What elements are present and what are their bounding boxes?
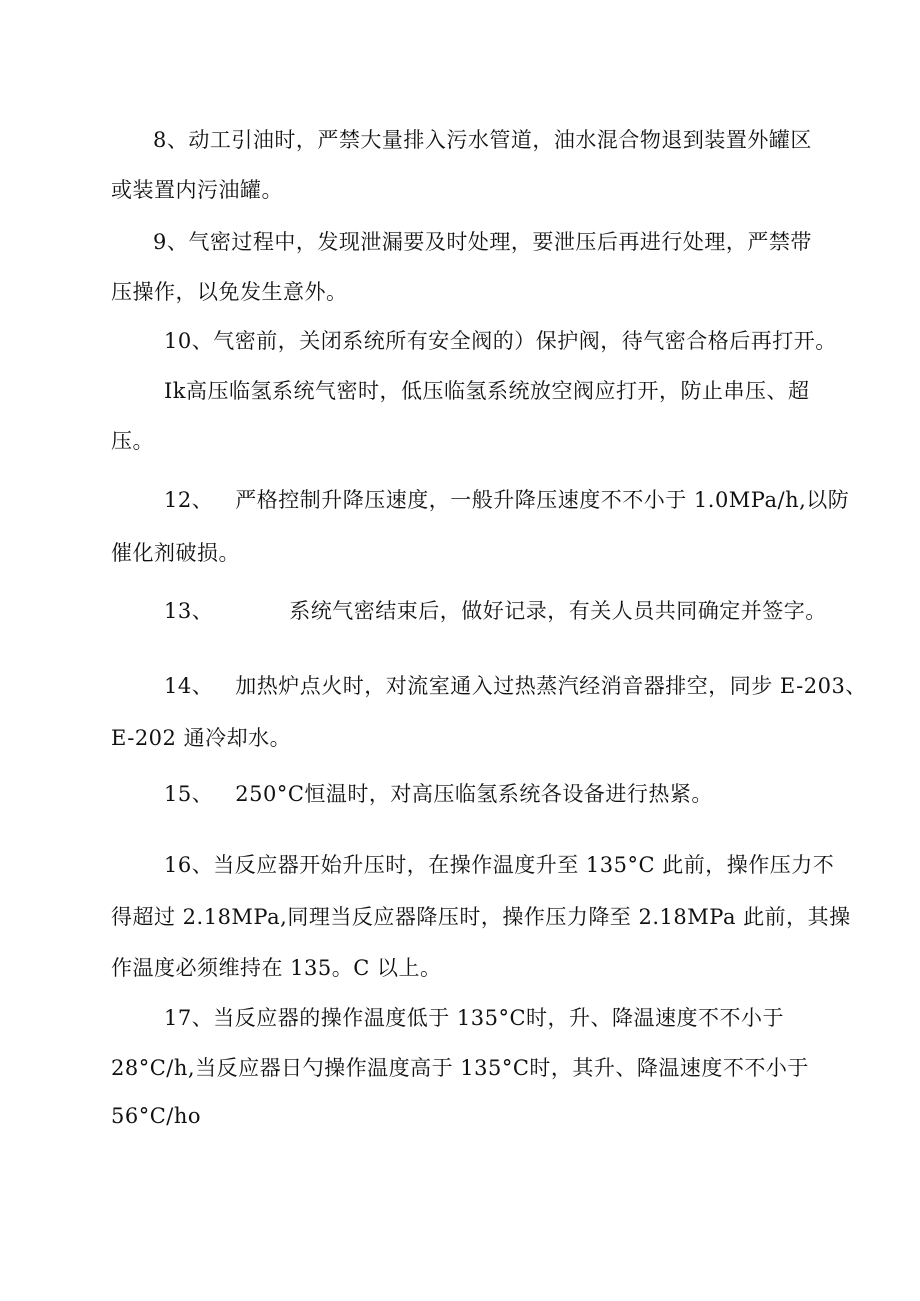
paragraph-14-line-1 <box>164 671 867 701</box>
paragraph-11-line-1: Ik高压临氢系统气密时，低压临氢系统放空阀应打开，防止串压、超 <box>164 379 810 403</box>
paragraph-17-line-3: 56°C/ho <box>111 1104 202 1128</box>
paragraph-13-line-1 <box>164 596 827 626</box>
paragraph-8-line-1: 8、动工引油时，严禁大量排入污水管道，油水混合物退到装置外罐区 <box>153 128 812 152</box>
paragraph-12-line-2: 催化剂破损。 <box>111 541 240 565</box>
paragraph-9-line-1: 9、气密过程中，发现泄漏要及时处理，要泄压后再进行处理，严禁带 <box>153 230 812 254</box>
paragraph-12-number: 12、 <box>164 488 214 512</box>
paragraph-15-line-1 <box>164 779 713 809</box>
paragraph-16-line-2: 得超过 2.18MPa,同理当反应器降压时，操作压力降至 2.18MPa 此前，其操 <box>111 905 851 929</box>
paragraph-15-number: 15、 <box>164 782 214 806</box>
paragraph-13-number: 13、 <box>164 599 214 623</box>
paragraph-13-text: 系统气密结束后，做好记录，有关人员共同确定并签字。 <box>289 599 827 623</box>
paragraph-15-text: 250°C恒温时，对高压临氢系统各设备进行热紧。 <box>235 782 713 806</box>
paragraph-10-line-1: 10、气密前，关闭系统所有安全阀的）保护阀，待气密合格后再打开。 <box>164 329 837 353</box>
paragraph-16-line-1: 16、当反应器开始升压时，在操作温度升至 135°C 此前，操作压力不 <box>164 853 835 877</box>
paragraph-9-line-2: 压操作，以免发生意外。 <box>111 280 348 304</box>
paragraph-14-number: 14、 <box>164 674 214 698</box>
paragraph-11-line-2: 压。 <box>111 429 154 453</box>
paragraph-17-line-1: 17、当反应器的操作温度低于 135°C时，升、降温速度不不小于 <box>164 1006 785 1030</box>
paragraph-12-line-1 <box>164 485 849 515</box>
paragraph-8-line-2: 或装置内污油罐。 <box>111 178 283 202</box>
paragraph-16-line-3: 作温度必须维持在 135。C 以上。 <box>111 956 442 980</box>
paragraph-14-line-2: E-202 通冷却水。 <box>111 726 292 750</box>
paragraph-14-text: 加热炉点火时，对流室通入过热蒸汽经消音器排空，同步 E-203、 <box>235 674 867 698</box>
paragraph-17-line-2: 28°C/h,当反应器日勺操作温度高于 135°C时，其升、降温速度不不小于 <box>111 1056 809 1080</box>
paragraph-12-text: 严格控制升降压速度，一般升降压速度不不小于 1.0MPa/h,以防 <box>235 488 850 512</box>
